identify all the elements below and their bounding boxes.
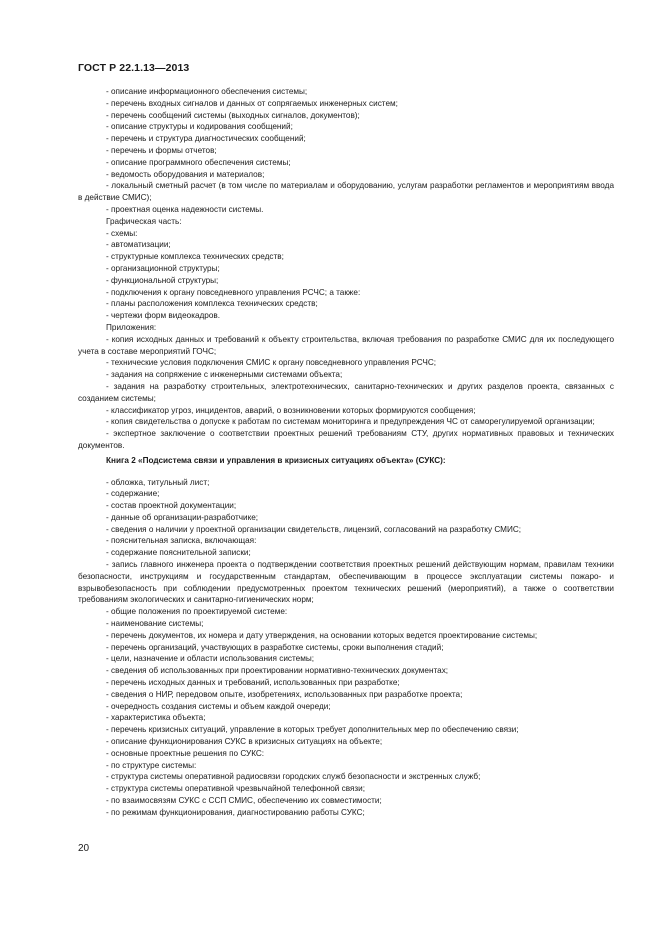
text-line: - характеристика объекта;: [106, 713, 206, 723]
text-line: - организационной структуры;: [106, 263, 220, 273]
text-line: - данные об организации-разработчике;: [106, 512, 259, 522]
text-line: - состав проектной документации;: [106, 501, 237, 511]
text-line: - перечень исходных данных и требований, использованных при разработке;: [106, 678, 400, 688]
text-line: Приложения:: [106, 322, 157, 332]
text-line: - содержание пояснительной записки;: [106, 548, 251, 558]
text-line: - сведения о наличии у проектной организации свидетельств, лицензий, согласований на разработку СМИС;: [106, 524, 522, 534]
text-line: - основные проектные решения по СУКС:: [106, 748, 265, 758]
text-line: - перечень кризисных ситуаций, управление в которых требует дополнительных мер по обеспечению связи;: [106, 725, 519, 735]
text-line: - локальный сметный расчет (в том числе по материалам и оборудованию, услугам разработки регламентов и мероприятиям ввода в действие СМИС);: [78, 181, 614, 203]
text-line: - сведения об использованных при проектировании нормативно-технических документах;: [106, 666, 449, 676]
text-line: - описание структуры и кодирования сообщений;: [106, 122, 293, 132]
text-line: - по режимам функционирования, диагностированию работы СУКС;: [106, 807, 365, 817]
text-line: - общие положения по проектируемой системе:: [106, 607, 288, 617]
section-heading: Книга 2 «Подсистема связи и управления в кризисных ситуациях объекта» (СУКС):: [106, 455, 446, 465]
text-line: - пояснительная записка, включающая:: [106, 536, 257, 546]
text-line: - задания на разработку строительных, электротехнических, санитарно-технических и других разделов проекта, связанных с созданием системы;: [78, 381, 614, 403]
text-line: - структура системы оперативной радиосвязи городских служб безопасности и экстренных служб;: [106, 772, 481, 782]
text-line: - технические условия подключения СМИС к органу повседневного управления РСЧС;: [106, 358, 437, 368]
text-line: - наименование системы;: [106, 619, 204, 629]
text-line: - цели, назначение и области использования системы;: [106, 654, 315, 664]
text-line: - по структуре системы:: [106, 760, 197, 770]
standard-header: ГОСТ Р 22.1.13—2013: [78, 62, 190, 74]
text-line: - экспертное заключение о соответствии проектных решений требованиям СТУ, других нормативных правовых и технических документов.: [78, 429, 614, 450]
text-line: - перечень и структура диагностических сообщений;: [106, 134, 306, 144]
text-line: - задания на сопряжение с инженерными системами объекта;: [106, 370, 343, 380]
text-line: - обложка, титульный лист;: [106, 477, 210, 487]
text-line: - автоматизации;: [106, 240, 171, 250]
text-line: - функциональной структуры;: [106, 275, 219, 285]
page-number: 20: [78, 843, 90, 854]
text-line: - описание программного обеспечения системы;: [106, 157, 291, 167]
text-line: - копия исходных данных и требований к объекту строительства, включая требования по разработке СМИС для их последующего учета в составе мероприятий ГОЧС;: [78, 334, 614, 356]
text-line: Графическая часть:: [106, 216, 182, 226]
text-line: - классификатор угроз, инцидентов, аварий, о возникновении которых формируются сообщения;: [106, 405, 476, 415]
text-line: - перечень входных сигналов и данных от сопрягаемых инженерных систем;: [106, 98, 398, 108]
text-line: - копия свидетельства о допуске к работам по системам мониторинга и предупреждения ЧС от саморегулируемой организации;: [106, 417, 595, 427]
text-line: - запись главного инженера проекта о подтверждении соответствия проектных решений действующим нормам, правилам техники безопасности, инструкциям и государственным стандартам, обеспечивающим в процессе эксплуатации системы пожаро- и взрывобезопасность при соблюдении предусмотренных проектом технических решений (мероприятий), а также о соответствии требованиям экологических и санитарно-гигиенических норм;: [78, 560, 614, 605]
text-line: - сведения о НИР, передовом опыте, изобретениях, использованных при разработке проекта;: [106, 689, 463, 699]
text-line: - подключения к органу повседневного управления РСЧС; а также:: [106, 287, 361, 297]
text-line: - структурные комплекса технических средств;: [106, 252, 284, 262]
text-line: - ведомость оборудования и материалов;: [106, 169, 265, 179]
text-line: - перечень организаций, участвующих в разработке системы, сроки выполнения стадий;: [106, 642, 444, 652]
text-line: - по взаимосвязям СУКС с ССП СМИС, обеспечению их совместимости;: [106, 796, 382, 806]
text-line: - содержание;: [106, 489, 160, 499]
text-line: - перечень документов, их номера и дату утверждения, на основании которых ведется проектирование системы;: [106, 630, 538, 640]
text-line: - описание информационного обеспечения системы;: [106, 87, 308, 96]
text-line: - перечень сообщений системы (выходных сигналов, документов);: [106, 110, 360, 120]
text-line: - описание функционирования СУКС в кризисных ситуациях на объекте;: [106, 737, 383, 747]
body-text: [78, 86, 614, 819]
text-line: - проектная оценка надежности системы.: [106, 204, 264, 214]
text-line: - перечень и формы отчетов;: [106, 145, 217, 155]
text-line: - схемы:: [106, 228, 138, 238]
text-line: - планы расположения комплекса технических средств;: [106, 299, 318, 309]
text-line: - чертежи форм видеокадров.: [106, 311, 221, 321]
text-line: - очередность создания системы и объем каждой очереди;: [106, 701, 331, 711]
text-line: - структура системы оперативной чрезвычайной телефонной связи;: [106, 784, 366, 794]
